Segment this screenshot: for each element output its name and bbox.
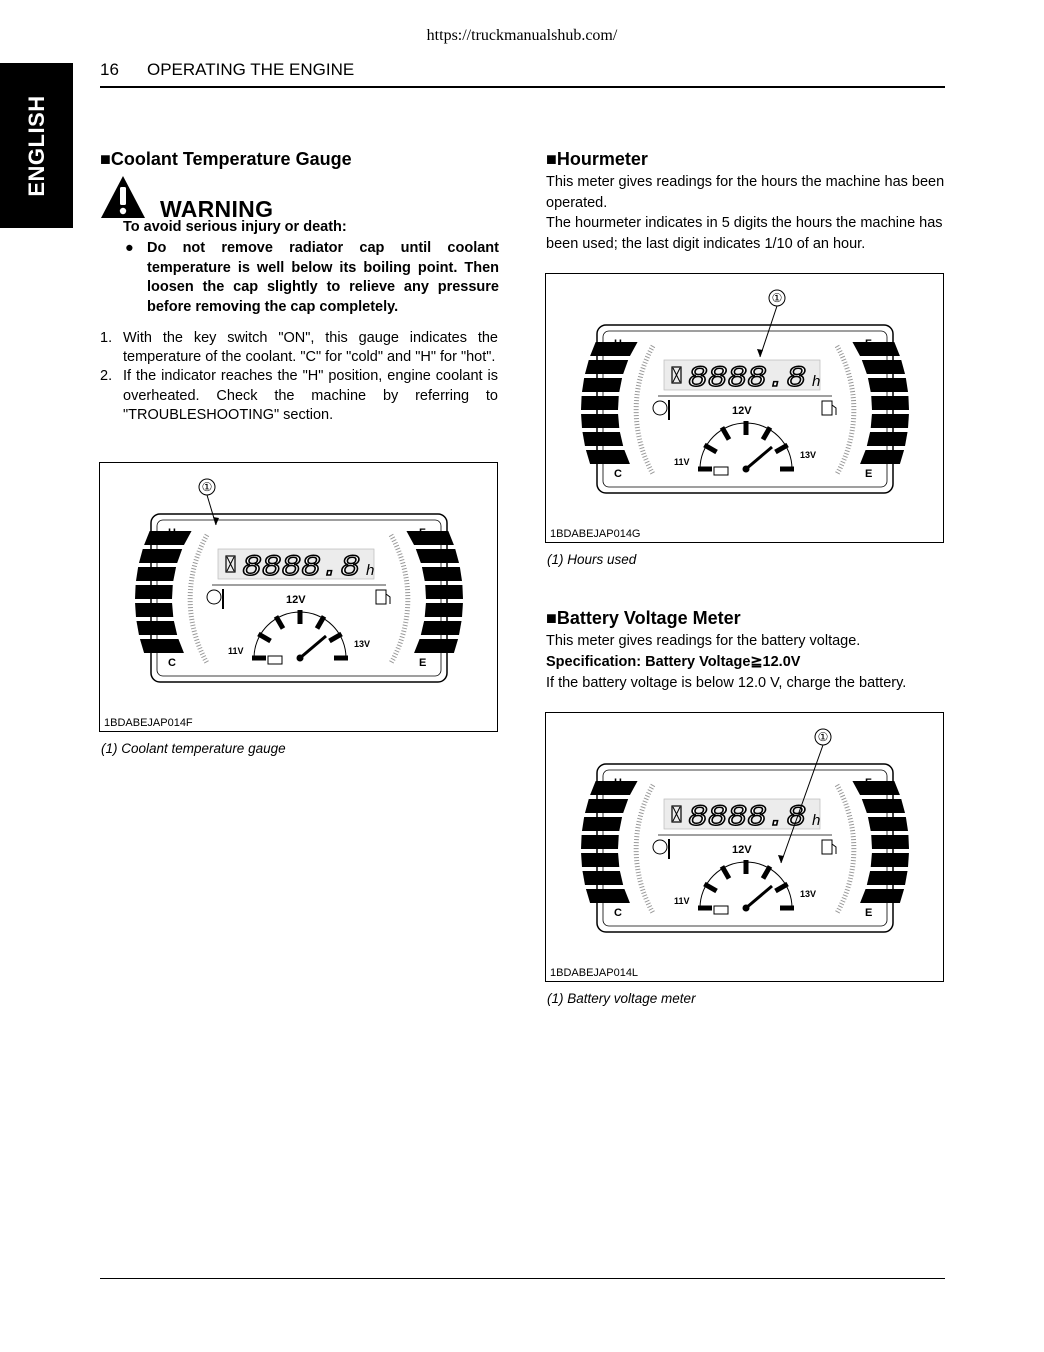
- voltage-label-13v: 13V: [800, 889, 817, 899]
- figure-caption: (1) Coolant temperature gauge: [101, 741, 286, 756]
- coolant-heading: ■Coolant Temperature Gauge: [100, 149, 352, 169]
- battery-icon: [714, 906, 728, 914]
- fuel-bar-segment: [871, 414, 909, 428]
- temperature-bar-segment: [582, 378, 622, 392]
- coolant-icon: [653, 401, 667, 415]
- callout-number: ①: [817, 730, 829, 744]
- fuel-bar-segment: [425, 585, 463, 599]
- step-number: 2.: [100, 368, 113, 385]
- temperature-bar-segment: [135, 585, 173, 599]
- coolant-icon: [207, 590, 221, 604]
- coolant-figure: [99, 462, 498, 732]
- temperature-bar-segment: [139, 549, 182, 563]
- instrument-panel-illustration: [546, 274, 943, 542]
- panel-group: [581, 729, 909, 932]
- hourmeter-text-2: The hourmeter indicates in 5 digits the hours the machine has been used; the last digit indicates 1/10 of an hour.: [546, 215, 943, 252]
- language-tab: [0, 63, 73, 228]
- step-number: 1.: [100, 330, 113, 346]
- voltage-label-13v: 13V: [800, 450, 817, 460]
- fuel-bar-segment: [871, 396, 909, 410]
- site-url: https://truckmanualshub.com/: [426, 27, 618, 44]
- temperature-bar-segment: [585, 799, 628, 813]
- label-e: E: [865, 907, 873, 919]
- hourmeter-figure: [545, 273, 944, 543]
- temperature-bar-segment: [586, 889, 630, 903]
- warning-bullet-text: Do not remove radiator cap until coolant temperature is well below its boiling point. Then loosen the cap slightly to relieve any pressure before removing the cap completely.: [147, 240, 499, 315]
- fuel-bar-segment: [862, 799, 905, 813]
- fuel-bar-segment: [868, 378, 908, 392]
- label-f: F: [865, 777, 872, 789]
- page-number: 16: [100, 60, 119, 79]
- fuel-bar-segment: [862, 360, 905, 374]
- figure-caption: (1) Hours used: [547, 552, 637, 567]
- battery-heading: ■Battery Voltage Meter: [546, 608, 741, 628]
- fuel-bar-segment: [406, 531, 453, 545]
- fuel-bar-segment: [871, 835, 909, 849]
- fuel-bar-segment: [868, 817, 908, 831]
- figure-caption: (1) Battery voltage meter: [547, 991, 696, 1006]
- fuel-pump-icon: [822, 401, 832, 415]
- hourmeter-heading: ■Hourmeter: [546, 149, 648, 169]
- warning-lead: To avoid serious injury or death:: [123, 219, 347, 235]
- voltage-label-12v: 12V: [732, 405, 752, 417]
- label-c: C: [614, 907, 622, 919]
- figure-code: 1BDABEJAP014F: [104, 717, 193, 729]
- fuel-bar-segment: [422, 567, 462, 581]
- callout-number: ①: [771, 291, 783, 305]
- temperature-bar-segment: [581, 396, 619, 410]
- label-h: H: [614, 338, 622, 350]
- panel-group: [581, 290, 909, 493]
- fuel-bar-segment: [871, 853, 909, 867]
- battery-text-1: This meter gives readings for the battery voltage.: [546, 633, 861, 649]
- battery-icon: [714, 467, 728, 475]
- bullet-icon: ●: [125, 240, 134, 256]
- fuel-pump-icon: [376, 590, 386, 604]
- fuel-pump-icon: [822, 840, 832, 854]
- needle-pivot: [743, 905, 750, 912]
- fuel-bar-segment: [867, 871, 908, 885]
- callout-number: ①: [201, 480, 213, 494]
- battery-icon: [268, 656, 282, 664]
- battery-spec: Specification: Battery Voltage≧12.0V: [546, 654, 801, 670]
- label-h: H: [614, 777, 622, 789]
- coolant-steps: [100, 329, 498, 425]
- coolant-icon: [653, 840, 667, 854]
- voltage-label-12v: 12V: [732, 844, 752, 856]
- label-e: E: [865, 468, 873, 480]
- label-e: E: [419, 657, 427, 669]
- label-f: F: [419, 527, 426, 539]
- hour-digits: 8888.8: [688, 362, 806, 396]
- temperature-bar-segment: [586, 450, 630, 464]
- warning-triangle-icon: [100, 175, 146, 219]
- fuel-bar-segment: [860, 450, 904, 464]
- hour-unit: h: [366, 562, 375, 579]
- temperature-bar-segment: [582, 871, 623, 885]
- fuel-bar-segment: [852, 342, 899, 356]
- label-c: C: [614, 468, 622, 480]
- instrument-panel-illustration: [100, 463, 497, 731]
- hour-unit: h: [812, 812, 821, 829]
- temperature-bar-segment: [582, 817, 622, 831]
- temperature-bar-segment: [135, 603, 173, 617]
- hour-unit: h: [812, 373, 821, 390]
- section-title: OPERATING THE ENGINE: [147, 60, 355, 79]
- fuel-bar-segment: [860, 889, 904, 903]
- needle-pivot: [297, 655, 304, 662]
- label-h: H: [168, 527, 176, 539]
- fuel-bar-segment: [421, 621, 462, 635]
- temperature-bar-segment: [582, 432, 623, 446]
- fuel-bar-segment: [867, 432, 908, 446]
- step-text: With the key switch "ON", this gauge indicates the temperature of the coolant. "C" for "cold" and "H" for "hot".: [123, 330, 498, 366]
- voltage-label-13v: 13V: [354, 639, 371, 649]
- panel-group: [135, 479, 463, 682]
- list-item: [100, 367, 498, 425]
- temperature-bar-segment: [140, 639, 184, 653]
- footer-rule: [100, 1278, 945, 1279]
- warning-bullet: [125, 239, 499, 317]
- label-c: C: [168, 657, 176, 669]
- fuel-bar-segment: [416, 549, 459, 563]
- fuel-bar-segment: [425, 603, 463, 617]
- step-text: If the indicator reaches the "H" position, engine coolant is overheated. Check the machine by referring to "TROUBLESHOOTING" section.: [123, 368, 498, 423]
- temperature-bar-segment: [581, 414, 619, 428]
- hour-digits: 8888.8: [242, 551, 360, 585]
- temperature-bar-segment: [136, 567, 176, 581]
- page-header: [100, 58, 945, 88]
- warning-title: WARNING: [160, 196, 274, 222]
- temperature-bar-segment: [581, 835, 619, 849]
- fuel-bar-segment: [852, 781, 899, 795]
- figure-code: 1BDABEJAP014G: [550, 528, 641, 540]
- figure-code: 1BDABEJAP014L: [550, 967, 639, 979]
- voltage-label-12v: 12V: [286, 594, 306, 606]
- needle-pivot: [743, 466, 750, 473]
- language-tab-label: ENGLISH: [23, 94, 49, 197]
- list-item: [100, 329, 498, 367]
- temperature-bar-segment: [581, 853, 619, 867]
- battery-figure: [545, 712, 944, 982]
- hour-digits: 8888.8: [688, 801, 806, 835]
- temperature-bar-segment: [585, 360, 628, 374]
- temperature-bar-segment: [136, 621, 177, 635]
- voltage-label-11v: 11V: [674, 457, 690, 467]
- voltage-label-11v: 11V: [674, 896, 690, 906]
- fuel-bar-segment: [414, 639, 458, 653]
- voltage-label-11v: 11V: [228, 646, 244, 656]
- instrument-panel-illustration: [546, 713, 943, 981]
- battery-text-2: If the battery voltage is below 12.0 V, charge the battery.: [546, 675, 907, 691]
- hourmeter-text-1: This meter gives readings for the hours the machine has been operated.: [546, 174, 945, 211]
- label-f: F: [865, 338, 872, 350]
